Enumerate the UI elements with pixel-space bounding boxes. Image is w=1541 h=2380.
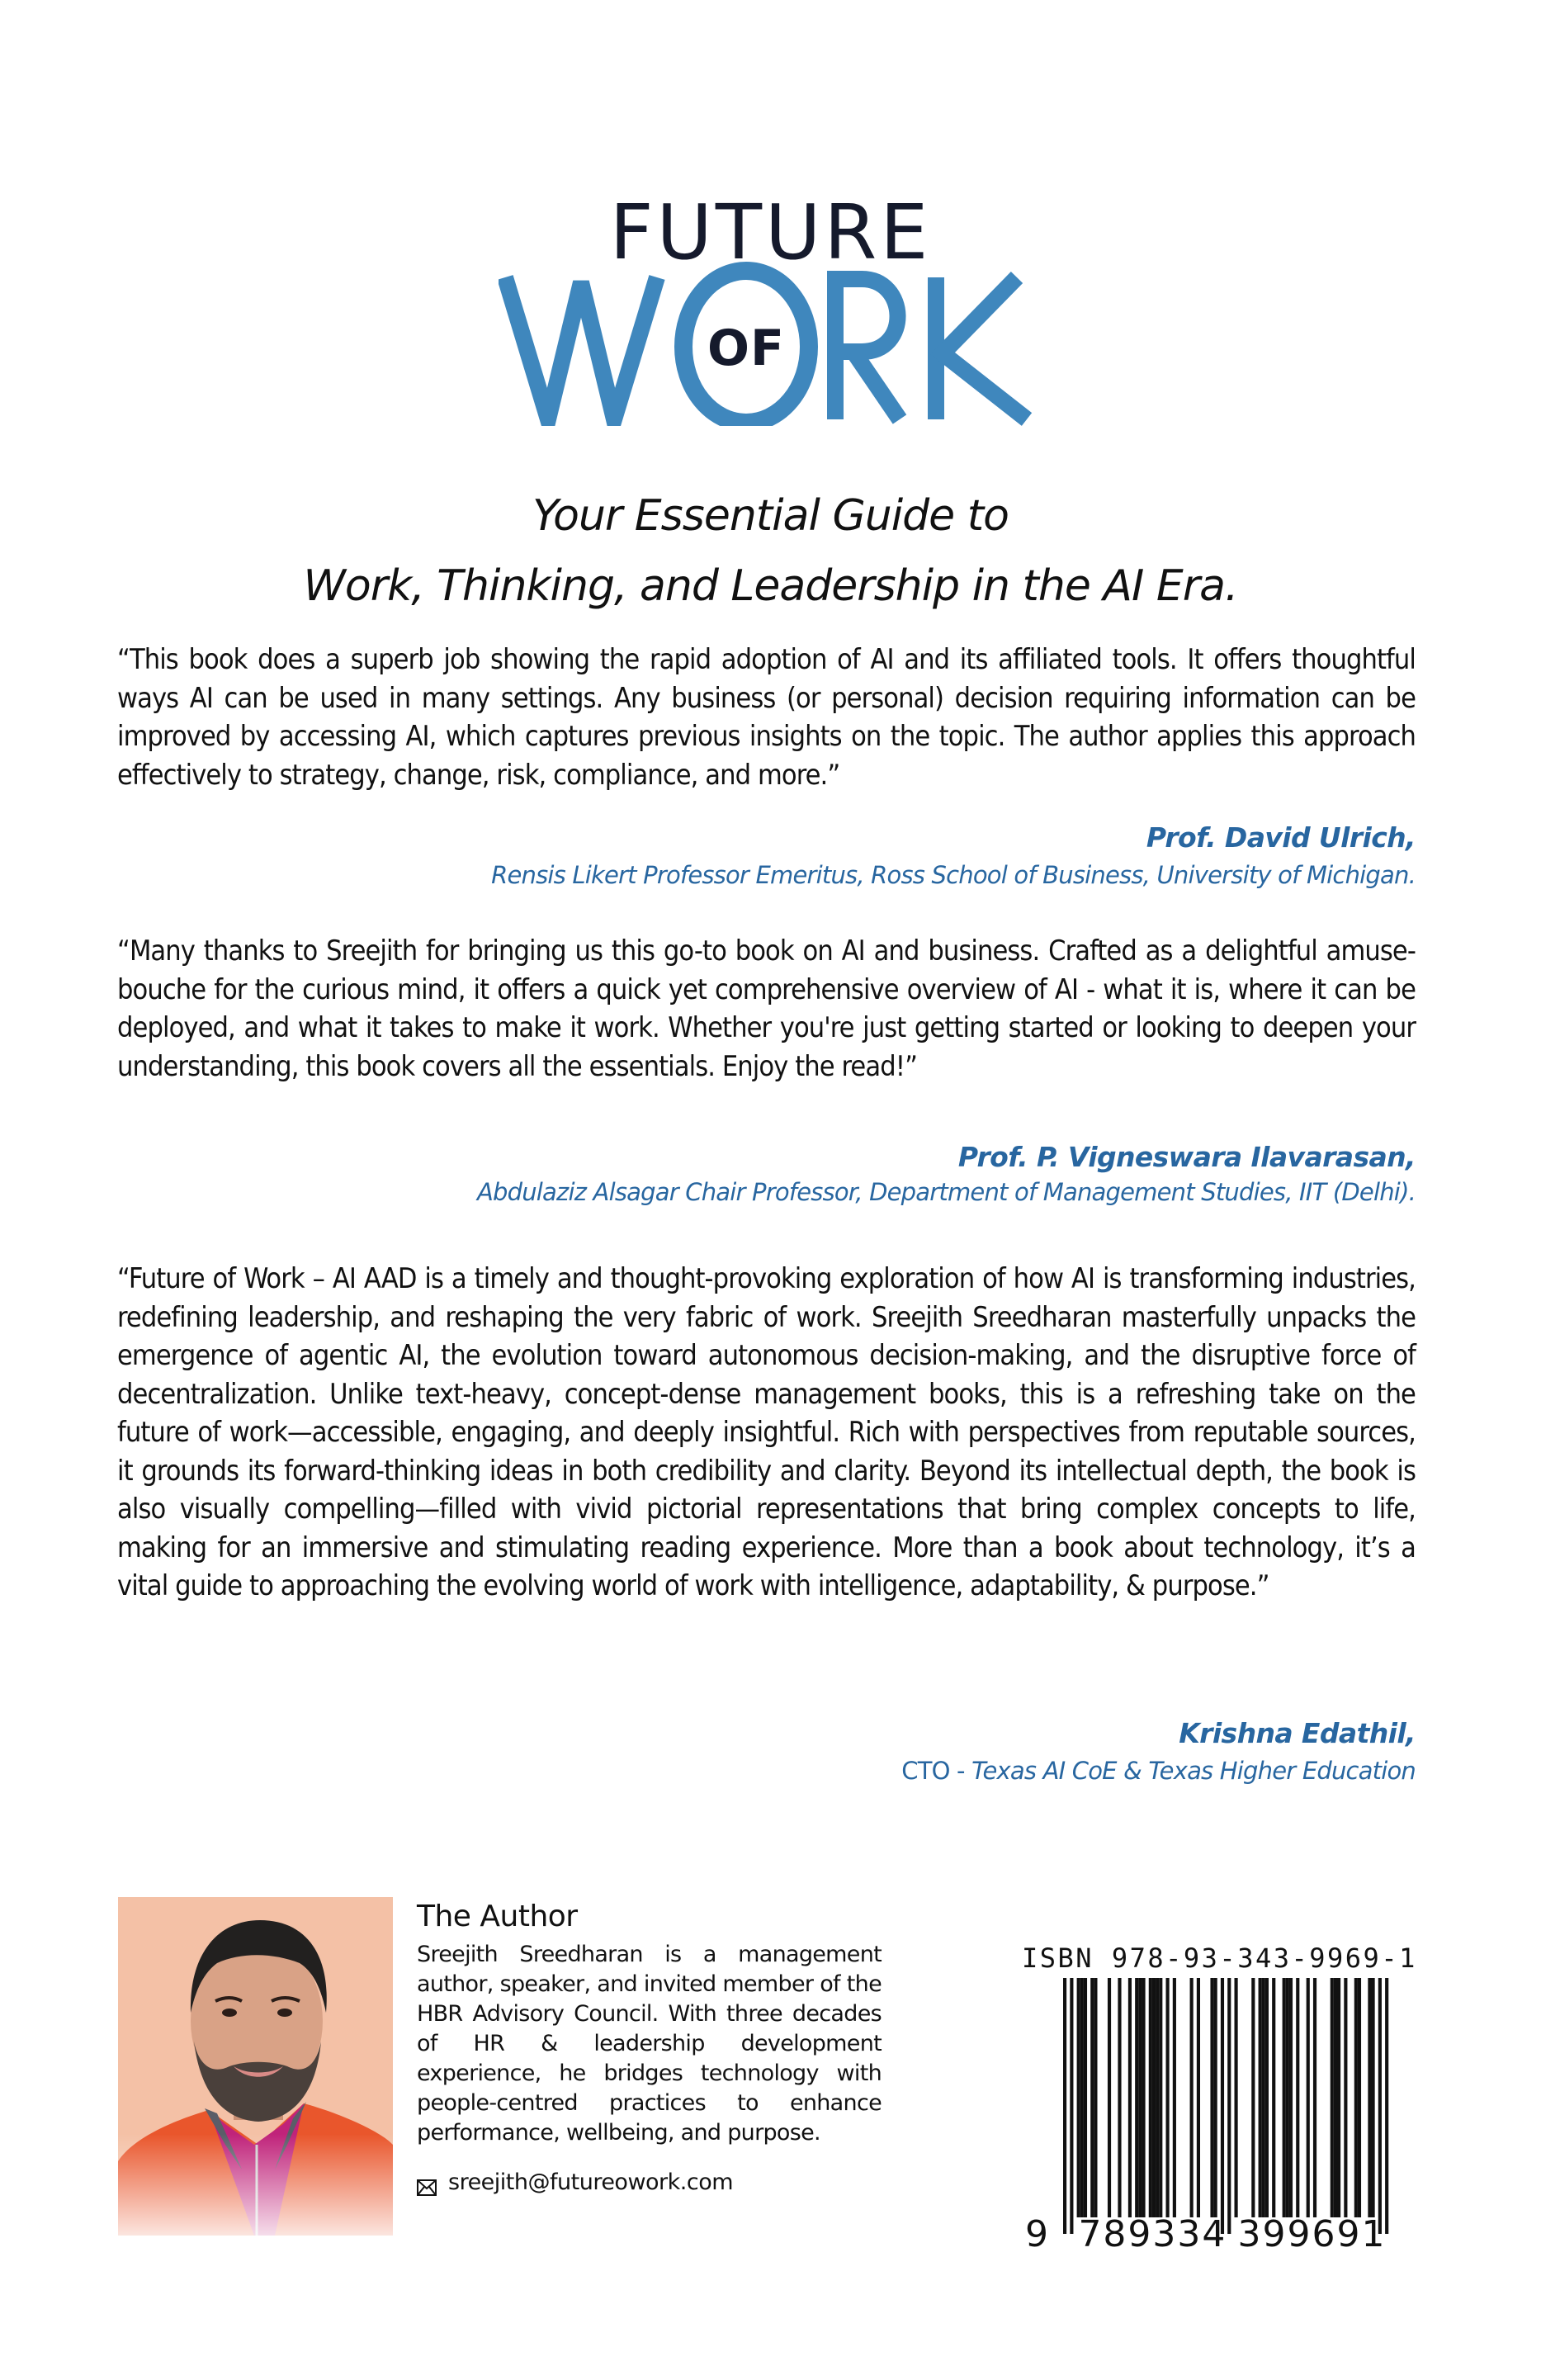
barcode-bar	[1354, 1978, 1358, 2217]
barcode-right-digits: 399691	[1237, 2213, 1387, 2250]
barcode-bar	[1283, 1978, 1286, 2217]
barcode-bar	[1080, 1978, 1084, 2217]
endorsement-quote-2: “Many thanks to Sreejith for bringing us this go-to book on AI and business. Crafted as a delightful amuse-bouche for the curious mind, it offers a quick yet comprehensive overview of AI - what it is, where it can be deployed, and what it takes to make it work. Whether you're just getting started or looking to deepen your understanding, this book covers all the essentials. Enjoy the read!”	[117, 934, 1416, 1083]
barcode-bar	[1084, 1978, 1087, 2217]
barcode-bar	[1159, 1978, 1162, 2217]
title-letter-w	[505, 277, 657, 419]
barcode-bar	[1077, 1978, 1080, 2217]
barcode-bar	[1331, 1978, 1334, 2217]
subtitle-line-2: Work, Thinking, and Leadership in the AI Era.	[303, 561, 1238, 611]
barcode-bar	[1166, 1978, 1170, 2217]
barcode-bar	[1152, 1978, 1156, 2217]
barcode-bar	[1368, 1978, 1371, 2217]
barcode-bar	[1313, 1978, 1316, 2217]
endorsement-role-3	[901, 1754, 1416, 1787]
author-heading: The Author	[417, 1900, 578, 1933]
barcode-left-digits: 789334	[1078, 2213, 1227, 2250]
barcode-bar	[1251, 1978, 1255, 2217]
endorsement-name-2: Prof. P. Vigneswara Ilavarasan,	[957, 1141, 1416, 1173]
barcode-bar	[1118, 1978, 1121, 2217]
subtitle	[0, 481, 1541, 622]
barcode-bar	[1286, 1978, 1289, 2217]
barcode-bar	[1262, 1978, 1265, 2217]
barcode-bar	[1289, 1978, 1293, 2217]
barcode-bar	[1372, 1978, 1375, 2217]
barcode-first-digit: 9	[1025, 2213, 1050, 2250]
endorsement-name-3: Krishna Edathil,	[1179, 1717, 1416, 1749]
author-email-address[interactable]: sreejith@futureowork.com	[448, 2169, 734, 2195]
barcode-bar	[1272, 1978, 1275, 2217]
title-future: FUTURE	[609, 188, 932, 277]
title-of-work	[0, 261, 1541, 426]
barcode-bar	[1090, 1978, 1094, 2217]
endorsement-name-1: Prof. David Ulrich,	[1146, 821, 1416, 854]
barcode-bar	[1221, 1978, 1224, 2234]
title-letter-k	[936, 277, 1027, 419]
barcode-bar	[1142, 1978, 1145, 2217]
title-of: OF	[707, 319, 785, 377]
endorsement-role-3-prefix: CTO -	[901, 1757, 972, 1785]
envelope-icon	[417, 2174, 437, 2191]
barcode-bar	[1173, 1978, 1176, 2217]
endorsement-quote-3: “Future of Work – AI AAD is a timely and thought-provoking exploration of how AI is transforming industries, redefining leadership, and reshaping the very fabric of work. Sreejith Sreedharan masterfully unpacks the emergence of agentic AI, the evolution toward autonomous decision-making, and the disruptive force of decentralization. Unlike text-heavy, concept-dense management books, this is a refreshing take on the future of work—accessible, engaging, and deeply insightful. Rich with perspectives from reputable sources, it grounds its forward-thinking ideas in both credibility and clarity. Beyond its intellectual depth, the book is also visually compelling—filled with vivid pictorial representations that bring complex concepts to life, making for an immersive and stimulating reading experience. More than a book about technology, it’s a vital guide to approaching the evolving world of work with intelligence, adaptability, & purpose.”	[117, 1262, 1416, 1602]
author-email[interactable]	[417, 2168, 733, 2198]
barcode-bar	[1296, 1978, 1299, 2217]
barcode-bar	[1337, 1978, 1340, 2217]
isbn-barcode	[1020, 1978, 1392, 2250]
barcode-bar	[1128, 1978, 1132, 2217]
endorsement-role-3-text: Texas AI CoE & Texas Higher Education	[971, 1757, 1416, 1785]
barcode-bar	[1259, 1978, 1262, 2217]
barcode-bar	[1197, 1978, 1200, 2217]
barcode-bar	[1235, 1978, 1238, 2217]
author-portrait	[118, 1897, 393, 2236]
barcode-bar	[1070, 1978, 1073, 2234]
barcode-bar	[1385, 1978, 1388, 2234]
barcode-bar	[1358, 1978, 1361, 2217]
barcode-bar	[1108, 1978, 1111, 2217]
endorsement-role-1: Rensis Likert Professor Emeritus, Ross School of Business, University of Michigan.	[491, 861, 1416, 889]
barcode-bar	[1307, 1978, 1310, 2217]
barcode-bar	[1135, 1978, 1138, 2217]
barcode-bar	[1156, 1978, 1159, 2217]
barcode-bar	[1149, 1978, 1152, 2217]
barcode-bar	[1210, 1978, 1213, 2217]
endorsement-quote-1: “This book does a superb job showing the rapid adoption of AI and its affiliated tools. It offers thoughtful ways AI can be used in many settings. Any business (or personal) decision requiring information can be improved by accessing AI, which captures previous insights on the topic. The author applies this approach effectively to strategy, change, risk, compliance, and more.”	[117, 643, 1416, 792]
subtitle-line-1: Your Essential Guide to	[532, 491, 1009, 541]
barcode-bar	[1094, 1978, 1097, 2217]
endorsement-role-2: Abdulaziz Alsagar Chair Professor, Department of Management Studies, IIT (Delhi).	[476, 1178, 1416, 1206]
barcode-bar	[1334, 1978, 1337, 2217]
author-photo	[118, 1897, 393, 2236]
barcode-bar	[1138, 1978, 1142, 2217]
barcode-bar	[1214, 1978, 1217, 2217]
barcode-bar	[1063, 1978, 1066, 2234]
barcode-bar	[1378, 1978, 1382, 2234]
barcode-bar	[1227, 1978, 1231, 2234]
isbn-label: ISBN 978-93-343-9969-1	[1022, 1942, 1417, 1974]
barcode-bar	[1344, 1978, 1347, 2217]
barcode-bar	[1190, 1978, 1194, 2217]
barcode-bar	[1265, 1978, 1269, 2217]
title-letter-r	[835, 279, 900, 419]
title-work-wordmark	[499, 261, 1043, 426]
author-bio: Sreejith Sreedharan is a management author, speaker, and invited member of the HBR Advisory Council. With three decades of HR & leadership development experience, he bridges technology with people-centred practices to enhance performance, wellbeing, and purpose.	[417, 1942, 882, 2146]
